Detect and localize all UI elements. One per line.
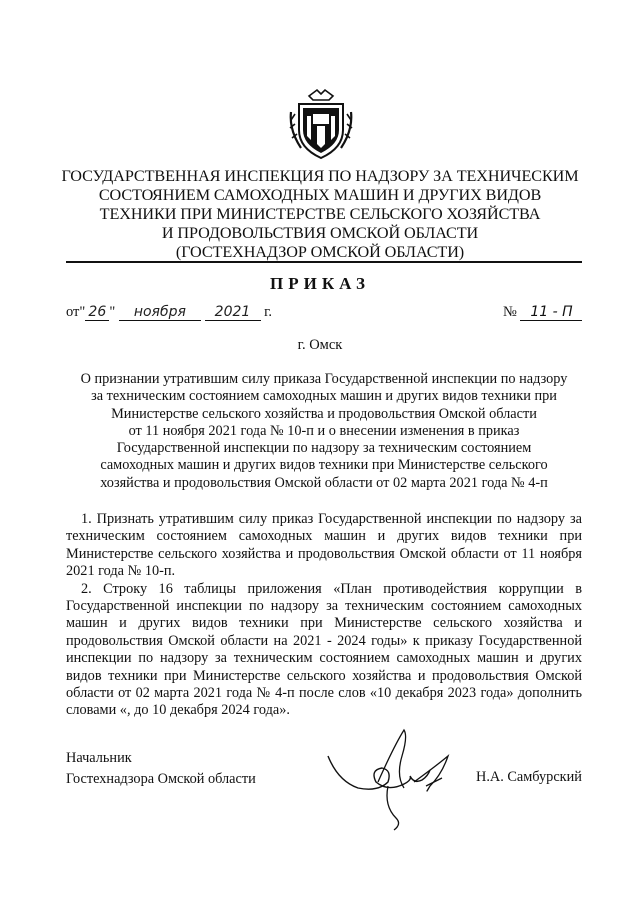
organization-line: ГОСУДАРСТВЕННАЯ ИНСПЕКЦИЯ ПО НАДЗОРУ ЗА ТЕХНИЧЕСКИМ xyxy=(61,167,579,185)
signatory-position-line: Гостехнадзора Омской области xyxy=(66,771,256,787)
subject-line: Государственной инспекции по надзору за техническим состоянием xyxy=(116,440,532,457)
subject-line: хозяйства и продовольствия Омской области от 02 марта 2021 года № 4-п xyxy=(100,474,548,491)
body-paragraph: 2. Строку 16 таблицы приложения «План противодействия коррупции в Государственной инспекции по надзору за техническим состоянием самоходных машин и других видов техники при Министерстве сельского хозяйства и продовольствия Омской области на 2021 - 2024 годы» к приказу Государственной инспекции по надзору за техническим состоянием самоходных машин и других видов техники при Министерстве сельского хозяйства и продовольствия Омской области от 02 марта 2021 года № 4-п после слов «10 декабря 2023 года» дополнить словами «, до 10 декабря 2024 года». xyxy=(66,580,582,719)
organization-header xyxy=(40,167,600,262)
document-number xyxy=(503,304,582,321)
signatory-position-line: Начальник xyxy=(66,750,132,766)
subject-line: Министерстве сельского хозяйства и продовольствия Омской области xyxy=(111,405,537,422)
document-subject xyxy=(60,371,588,492)
subject-line: О признании утратившим силу приказа Государственной инспекции по надзору xyxy=(80,371,568,387)
number-sign: № xyxy=(503,304,517,320)
signatory-name: Н.А. Самбурский xyxy=(476,769,582,785)
date-year-suffix: г. xyxy=(264,304,273,320)
organization-line: (ГОСТЕХНАДЗОР ОМСКОЙ ОБЛАСТИ) xyxy=(175,243,465,261)
organization-line: ТЕХНИКИ ПРИ МИНИСТЕРСТВЕ СЕЛЬСКОГО ХОЗЯЙСТВА xyxy=(99,205,541,223)
handwritten-signature xyxy=(318,726,478,836)
coat-of-arms-emblem xyxy=(287,86,355,162)
date-prefix: от xyxy=(66,304,80,320)
subject-line: самоходных машин и других видов техники при Министерстве сельского xyxy=(100,457,548,474)
date-day: 26 xyxy=(85,304,109,321)
header-divider xyxy=(66,261,582,263)
body-paragraph: 1. Признать утратившим силу приказ Государственной инспекции по надзору за техническим состоянием самоходных машин и других видов техники при Министерстве сельского хозяйства и продовольствия Омской области от 11 ноября 2021 года № 10-п. xyxy=(66,511,582,580)
document-date: от" 26 " ноября 2021 г. xyxy=(66,304,273,320)
organization-line: И ПРОДОВОЛЬСТВИЯ ОМСКОЙ ОБЛАСТИ xyxy=(161,224,479,242)
date-month: ноября xyxy=(119,304,201,321)
number-value: 11 - П xyxy=(520,304,582,321)
document-city: г. Омск xyxy=(297,337,343,353)
organization-line: СОСТОЯНИЕМ САМОХОДНЫХ МАШИН И ДРУГИХ ВИДОВ xyxy=(98,186,542,204)
document-title: ПРИКАЗ xyxy=(270,274,370,293)
subject-line: за техническим состоянием самоходных машин и других видов техники при xyxy=(91,388,557,405)
signatory-position xyxy=(66,748,256,790)
subject-line: от 11 ноября 2021 года № 10-п и о внесении изменения в приказ xyxy=(128,422,520,439)
document-body xyxy=(66,511,582,720)
date-year: 2021 xyxy=(205,304,261,321)
